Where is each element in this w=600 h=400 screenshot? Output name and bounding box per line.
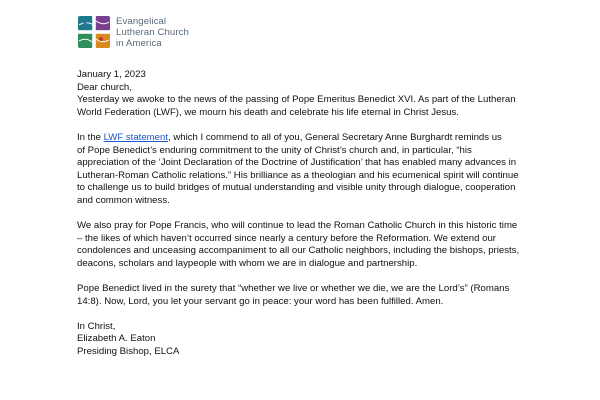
- paragraph-4-line-2: 14:8). Now, Lord, you let your servant go in peace: your word has been fulfilled. Amen.: [77, 295, 444, 307]
- paragraph-2-line-1: [77, 132, 597, 145]
- paragraph-2-line-5: to challenge us to build bridges of mutual understanding and visible unity through dialogue, cooperation: [77, 182, 516, 194]
- paragraph-2: [77, 132, 597, 208]
- paragraph-4-line-1: Pope Benedict lived in the surety that “whether we live or whether we die, we are the Lord’s” (Romans: [77, 283, 510, 295]
- elca-logo: [77, 15, 189, 49]
- paragraph-2-line-2: of Pope Benedict’s enduring commitment to the unity of Christ’s church and, in particular, “his: [77, 144, 472, 156]
- paragraph-3-line-3: condolences and unceasing accompaniment to all our Catholic neighbors, including the bishops, priests,: [77, 245, 520, 257]
- paragraph-3-line-2: – the likes of which haven’t occurred since nearly a century before the Reformation. We extend our: [77, 232, 496, 244]
- paragraph-1-line-1: Yesterday we awoke to the news of the passing of Pope Emeritus Benedict XVI. As part of the Lutheran: [77, 94, 516, 106]
- letter-date: January 1, 2023: [77, 69, 146, 80]
- paragraph-2-line-4: Lutheran-Roman Catholic relations.” His brilliance as a theologian and his ecumenical spirit will continue: [77, 169, 519, 181]
- paragraph-2-line-1-rest: , which I commend to all of you, General Secretary Anne Burghardt reminds us: [168, 131, 502, 143]
- paragraph-4: [77, 283, 597, 308]
- paragraph-3-line-4: deacons, scholars and laypeople with whom we are in dialogue and partnership.: [77, 257, 418, 269]
- logo-wordmark: [116, 16, 189, 49]
- elca-cross-globe-icon: [77, 15, 111, 49]
- logo-line-1: Evangelical: [116, 15, 167, 27]
- signer-title: Presiding Bishop, ELCA: [77, 346, 180, 358]
- paragraph-1-line-2: World Federation (LWF), we mourn his death and celebrate his life eternal in Christ Jesus.: [77, 106, 459, 118]
- signer-name: Elizabeth A. Eaton: [77, 333, 156, 345]
- closing: [77, 321, 597, 359]
- paragraph-3-line-1: We also pray for Pope Francis, who will continue to lead the Roman Catholic Church in this historic time: [77, 220, 518, 232]
- salutation: Dear church,: [77, 81, 132, 93]
- paragraph-2-line-6: and common witness.: [77, 194, 170, 206]
- paragraph-3: [77, 220, 597, 270]
- closing-valediction: In Christ,: [77, 320, 116, 332]
- logo-line-2: Lutheran Church: [116, 26, 189, 38]
- paragraph-1: [77, 82, 597, 120]
- paragraph-2-line-3: appreciation of the ‘Joint Declaration of the Doctrine of Justification’ that has enabled many advances in: [77, 157, 517, 169]
- letter-body: [77, 69, 597, 359]
- logo-line-3: in America: [116, 37, 162, 49]
- paragraph-2-lead: In the: [77, 131, 104, 143]
- lwf-statement-link[interactable]: LWF statement: [103, 131, 169, 143]
